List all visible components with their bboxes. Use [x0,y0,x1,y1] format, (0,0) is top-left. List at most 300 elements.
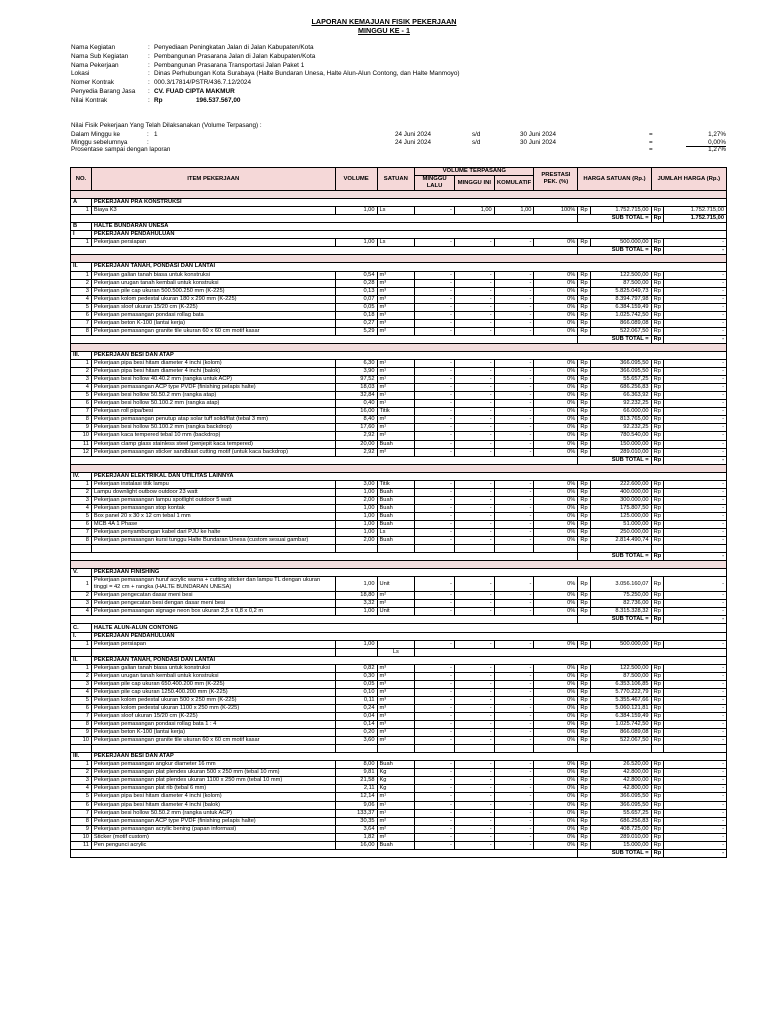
last-week-cell: - [415,696,455,704]
table-row [71,488,727,496]
empty-cell [71,545,92,553]
cumulative-cell: - [494,239,534,247]
progress-heading: Nilai Fisik Pekerjaan Yang Telah Dilaksanakan (Volume Terpasang) : [71,122,262,129]
this-week-cell: - [454,696,494,704]
empty-cell [415,745,455,753]
subtotal-spacer [71,247,578,255]
total-currency: Rp [651,696,664,704]
last-week-cell: - [415,825,455,833]
row-number: 10 [71,737,92,745]
achievement-cell: 0% [534,769,578,777]
row-number: 6 [71,311,92,319]
item-name: Pekerjaan pemasangan kursi tunggu Halte Bundaran Unesa (custom sesuai gambar) [91,537,335,545]
total-price-cell: - [664,392,727,400]
last-week-cell: - [415,448,455,456]
unit-price-cell: 15.000,00 [590,841,651,849]
table-row [71,448,727,456]
last-week-cell: - [415,672,455,680]
total-currency: Rp [651,825,664,833]
subtotal-currency: Rp [651,456,664,464]
volume-cell: 3,00 [335,480,377,488]
achievement-cell: 0% [534,608,578,616]
total-price-cell: - [664,537,727,545]
total-currency: Rp [651,833,664,841]
this-week-cell: - [454,680,494,688]
this-week-cell: - [454,793,494,801]
achievement-cell: 0% [534,825,578,833]
item-name: Pen pengunci acrylic [91,841,335,849]
row-number: 8 [71,327,92,335]
last-week-cell: - [415,680,455,688]
unit-cell: Unit [377,608,415,616]
total-currency: Rp [651,817,664,825]
unit-cell: m² [377,592,415,600]
section-number: C. [71,624,92,632]
total-price-cell: - [664,600,727,608]
empty-cell [335,745,377,753]
report-subtitle: MINGGU KE - 1 [358,26,410,35]
price-currency: Rp [578,480,591,488]
unit-price-cell: 66.000,00 [590,408,651,416]
volume-cell: 2,00 [335,496,377,504]
row-number: 3 [71,496,92,504]
achievement-cell: 0% [534,721,578,729]
table-row [71,432,727,440]
col-prestasi: PRESTASI PEK. (%) [534,168,578,191]
table-row [71,537,727,545]
item-name: Pekerjaan urugan tanah kembali untuk konstruksi [91,279,335,287]
subtotal-label: SUB TOTAL = [578,553,651,561]
unit-cell: Kg [377,769,415,777]
row-number: 1 [71,239,92,247]
row-number: 5 [71,696,92,704]
price-currency: Rp [578,416,591,424]
row-number: 4 [71,785,92,793]
achievement-cell: 0% [534,680,578,688]
section-row [71,624,727,632]
subtotal-row [71,616,727,624]
unit-price-cell: 2.814.490,74 [590,537,651,545]
item-name: Lampu downlight outbow outdoor 23 watt [91,488,335,496]
last-week-cell: - [415,801,455,809]
total-currency: Rp [651,287,664,295]
price-currency: Rp [578,424,591,432]
unit-cell: Buah [377,520,415,528]
unit-cell: m² [377,825,415,833]
progress-pct: 1,27% [708,131,726,138]
this-week-cell: - [454,688,494,696]
cumulative-cell: - [494,496,534,504]
cumulative-cell: - [494,384,534,392]
table-row [71,376,727,384]
cumulative-cell: - [494,737,534,745]
last-week-cell: - [415,600,455,608]
price-currency: Rp [578,600,591,608]
price-currency: Rp [578,392,591,400]
subtotal-label: SUB TOTAL = [578,215,651,223]
total-currency: Rp [651,777,664,785]
last-week-cell: - [415,368,455,376]
unit-price-cell: 5.825.049,73 [590,287,651,295]
table-row [71,817,727,825]
unit-price-cell: 92.232,25 [590,424,651,432]
unit-cell: m² [377,833,415,841]
unit-cell: m² [377,384,415,392]
subtotal-spacer [71,335,578,343]
volume-cell: 0,13 [335,287,377,295]
last-week-cell: - [415,608,455,616]
achievement-cell: 0% [534,239,578,247]
cumulative-cell: - [494,809,534,817]
total-currency: Rp [651,408,664,416]
spacer-row [71,191,727,199]
unit-cell: Ls [377,529,415,537]
total-currency: Rp [651,368,664,376]
row-number: 1 [71,664,92,672]
achievement-cell: 0% [534,424,578,432]
info-label: Nomer Kontrak [71,79,114,87]
unit-price-cell: 82.736,00 [590,600,651,608]
row-number: 11 [71,841,92,849]
cumulative-cell: - [494,680,534,688]
blank-cell [71,648,92,656]
table-row [71,496,727,504]
item-name: Pekerjaan sloof ukuran 15/20 cm (K-225) [91,713,335,721]
cumulative-cell: - [494,392,534,400]
table-row [71,577,727,592]
last-week-cell: - [415,512,455,520]
achievement-cell: 0% [534,793,578,801]
last-week-cell: - [415,480,455,488]
total-currency: Rp [651,793,664,801]
achievement-cell: 0% [534,311,578,319]
info-label: Nama Pekerjaan [71,61,119,69]
achievement-cell: 0% [534,737,578,745]
unit-price-cell: 55.657,25 [590,376,651,384]
item-name: Pekerjaan pemasangan plat plendes ukuran 500 x 250 mm (tebal 10 mm) [91,769,335,777]
table-row [71,841,727,849]
this-week-cell: - [454,319,494,327]
unit-cell: m³ [377,287,415,295]
progress-from: 24 Juni 2024 [395,138,432,146]
table-row [71,319,727,327]
total-price-cell: - [664,432,727,440]
unit-price-cell: 866.089,08 [590,319,651,327]
progress-eq: = [649,131,653,138]
unit-cell: m¹ [377,368,415,376]
table-row [71,737,727,745]
total-price-cell: - [664,488,727,496]
unit-cell: m³ [377,303,415,311]
this-week-cell: - [454,271,494,279]
item-name: Pekerjaan galian tanah biasa untuk konstruksi [91,664,335,672]
table-row [71,520,727,528]
cumulative-cell: - [494,640,534,648]
this-week-cell: - [454,713,494,721]
achievement-cell: 0% [534,504,578,512]
last-week-cell: - [415,239,455,247]
total-currency: Rp [651,577,664,592]
volume-cell: 1,00 [335,520,377,528]
cumulative-cell: - [494,448,534,456]
table-row [71,416,727,424]
cumulative-cell: - [494,368,534,376]
last-week-cell: - [415,833,455,841]
this-week-cell: - [454,769,494,777]
row-number: 1 [71,360,92,368]
row-number: 9 [71,825,92,833]
achievement-cell: 0% [534,392,578,400]
info-colon: : [148,88,150,95]
row-number: 8 [71,721,92,729]
price-currency: Rp [578,488,591,496]
progress-sd: s/d [472,131,481,138]
unit-row [71,648,727,656]
unit-cell: m³ [377,713,415,721]
cumulative-cell: - [494,319,534,327]
row-number: 6 [71,704,92,712]
total-price-cell: - [664,440,727,448]
progress-to: 30 Juni 2024 [520,131,557,138]
info-value: Pembangunan Prasarana Transportasi Jalan Paket 1 [154,61,305,69]
last-week-cell: - [415,432,455,440]
row-number: 5 [71,392,92,400]
table-row [71,833,727,841]
blank-cell [91,648,335,656]
price-currency: Rp [578,520,591,528]
total-price-cell: - [664,664,727,672]
unit-price-cell: 1.025.742,50 [590,721,651,729]
unit-cell: Ls [377,239,415,247]
empty-cell [335,545,377,553]
unit-cell: m¹ [377,424,415,432]
section-number: IV. [71,472,92,480]
total-currency: Rp [651,713,664,721]
info-value: Pembangunan Prasarana Jalan di Jalan Kabupaten/Kota [154,52,316,60]
price-currency: Rp [578,817,591,825]
volume-cell: 0,27 [335,319,377,327]
total-price-cell: - [664,729,727,737]
item-name: Pekerjaan pemasangan angkur diameter 16 mm [91,761,335,769]
progress-label: Minggu sebelumnya [71,138,128,146]
row-number: 3 [71,680,92,688]
section-row [71,263,727,271]
total-price-cell: - [664,785,727,793]
cumulative-cell: - [494,825,534,833]
price-currency: Rp [578,688,591,696]
subtotal-value: - [664,335,727,343]
this-week-cell: - [454,640,494,648]
subtotal-row [71,849,727,857]
unit-price-cell: 42.800,00 [590,769,651,777]
total-currency: Rp [651,384,664,392]
info-value: Rp [154,96,163,104]
last-week-cell: - [415,360,455,368]
subtotal-row [71,215,727,223]
total-currency: Rp [651,737,664,745]
last-week-cell: - [415,793,455,801]
col-item: ITEM PEKERJAAN [91,168,335,191]
unit-cell: m³ [377,311,415,319]
unit-price-cell: 6.353.106,85 [590,680,651,688]
col-harga-satuan: HARGA SATUAN (Rp.) [578,168,651,191]
volume-cell: 1,00 [335,488,377,496]
item-name: Pekerjaan pemasangan plat rib (tebal 6 mm) [91,785,335,793]
unit-price-cell: 75.250,00 [590,592,651,600]
section-title: PEKERJAAN ELEKTRIKAL DAN UTILITAS LAINNYA [91,472,726,480]
unit-cell: Buah [377,496,415,504]
empty-cell [651,745,664,753]
total-price-cell: - [664,520,727,528]
this-week-cell: - [454,287,494,295]
unit-cell: m¹ [377,360,415,368]
row-number: 1 [71,480,92,488]
table-row [71,801,727,809]
volume-cell: 133,37 [335,809,377,817]
achievement-cell: 0% [534,400,578,408]
cumulative-cell: - [494,529,534,537]
item-name: Pekerjaan pile cap ukuran 650.400.200 mm (K-225) [91,680,335,688]
price-currency: Rp [578,713,591,721]
total-currency: Rp [651,640,664,648]
last-week-cell: - [415,295,455,303]
table-row [71,529,727,537]
empty-cell [590,745,651,753]
table-row [71,729,727,737]
total-currency: Rp [651,537,664,545]
this-week-cell: - [454,360,494,368]
achievement-cell: 0% [534,287,578,295]
unit-price-cell: 1.752.715,00 [590,207,651,215]
cumulative-cell: - [494,480,534,488]
this-week-cell: - [454,608,494,616]
blank-cell [335,648,377,656]
unit-cell: m³ [377,271,415,279]
unit-price-cell: 87.500,00 [590,672,651,680]
subtotal-spacer [71,456,578,464]
item-name: Pekerjaan pipa besi hitam diameter 4 inchi (kolom) [91,360,335,368]
row-number: 9 [71,729,92,737]
unit-cell: m¹ [377,809,415,817]
total-currency: Rp [651,608,664,616]
total-currency: Rp [651,239,664,247]
section-row [71,753,727,761]
volume-cell: 0,11 [335,696,377,704]
table-row [71,793,727,801]
empty-cell [664,545,727,553]
table-row [71,207,727,215]
item-name: MCB 4A 1 Phase [91,520,335,528]
last-week-cell: - [415,761,455,769]
item-name: Biaya K3 [91,207,335,215]
volume-cell: 1,00 [335,504,377,512]
cumulative-cell: 1,00 [494,207,534,215]
subtotal-spacer [71,215,578,223]
achievement-cell: 0% [534,841,578,849]
table-row [71,713,727,721]
unit-cell: Ls [377,648,415,656]
item-name: Pekerjaan pipa besi hitam diameter 4 inchi (balok) [91,368,335,376]
cumulative-cell: - [494,279,534,287]
cumulative-cell: - [494,295,534,303]
item-name: Pekerjaan pemasangan acrylic bening (papan informasi) [91,825,335,833]
item-name: Pekerjaan pemasangan plat plendes ukuran 1100 x 250 mm (tebal 10 mm) [91,777,335,785]
info-value: CV. FUAD CIPTA MAKMUR [154,88,235,95]
unit-price-cell: 366.095,50 [590,793,651,801]
price-currency: Rp [578,448,591,456]
unit-price-cell: 408.725,00 [590,825,651,833]
item-name: Pekerjaan pile cap ukuran 1250.400.200 mm (K-225) [91,688,335,696]
unit-price-cell: 8.315.328,32 [590,608,651,616]
row-number: 1 [71,271,92,279]
unit-price-cell: 150.000,00 [590,440,651,448]
total-currency: Rp [651,729,664,737]
cumulative-cell: - [494,721,534,729]
achievement-cell: 0% [534,416,578,424]
total-currency: Rp [651,416,664,424]
row-number: 2 [71,769,92,777]
table-row [71,640,727,648]
volume-cell: 17,60 [335,424,377,432]
volume-cell: 9,06 [335,801,377,809]
price-currency: Rp [578,825,591,833]
section-title: HALTE ALUN-ALUN CONTONG [91,624,726,632]
item-name: Pekerjaan kolom pedestal ukuran 180 x 290 mm (K-225) [91,295,335,303]
spacer-cell [71,343,727,351]
this-week-cell: - [454,600,494,608]
progress-row [71,146,726,154]
volume-cell: 0,40 [335,400,377,408]
total-price-cell: - [664,239,727,247]
total-price-cell: - [664,704,727,712]
cumulative-cell: - [494,688,534,696]
info-colon: : [148,52,150,60]
table-row [71,311,727,319]
this-week-cell: - [454,592,494,600]
this-week-cell: - [454,785,494,793]
unit-price-cell: 6.384.159,49 [590,303,651,311]
total-currency: Rp [651,809,664,817]
total-price-cell: - [664,793,727,801]
last-week-cell: - [415,504,455,512]
row-number: 10 [71,833,92,841]
table-row [71,809,727,817]
subtotal-value: - [664,849,727,857]
unit-cell: m³ [377,688,415,696]
volume-cell: 1,00 [335,239,377,247]
unit-cell: Buah [377,488,415,496]
info-colon: : [148,44,150,51]
table-row [71,400,727,408]
unit-cell: Buah [377,761,415,769]
table-row [71,287,727,295]
price-currency: Rp [578,640,591,648]
row-number: 1 [71,761,92,769]
unit-cell: m¹ [377,793,415,801]
volume-cell: 8,40 [335,416,377,424]
progress-eq: = [649,138,653,146]
col-volume: VOLUME [335,168,377,191]
volume-cell: 5,29 [335,327,377,335]
unit-cell: Kg [377,777,415,785]
this-week-cell: - [454,448,494,456]
total-currency: Rp [651,480,664,488]
table-row [71,785,727,793]
col-minggu-ini: MINGGU INI [454,176,494,191]
unit-price-cell: 522.067,50 [590,327,651,335]
price-currency: Rp [578,841,591,849]
section-row [71,569,727,577]
